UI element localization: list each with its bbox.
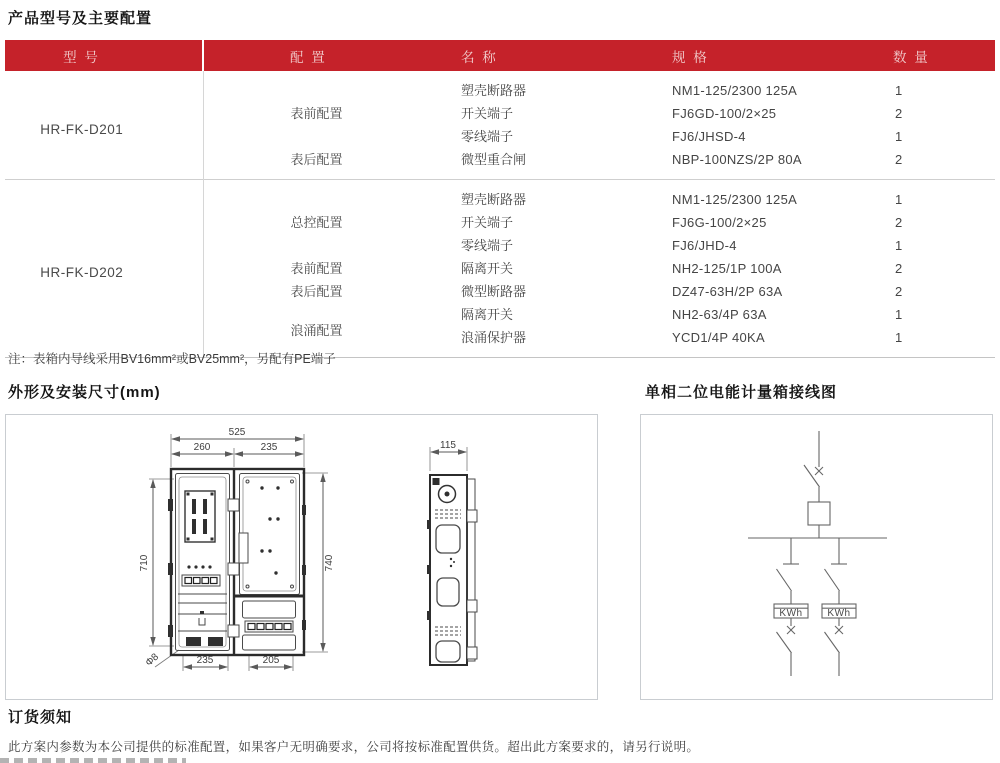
config-cell: 表后配置: [290, 284, 343, 299]
dim-width-right: 235: [260, 442, 278, 453]
config-cell: 浪涌配置: [290, 322, 343, 338]
side-view-drawing: [427, 440, 477, 665]
item-spec-cell: NBP-100NZS/2P 80A: [672, 152, 802, 167]
model-cell: HR-FK-D202: [5, 180, 203, 358]
model-cell: HR-FK-D201: [5, 71, 203, 180]
front-view-drawing: [139, 427, 335, 671]
wiring-section-title: 单相二位电能计量箱接线图: [645, 384, 838, 401]
config-cell: 表后配置: [290, 152, 343, 167]
config-cell: 总控配置: [203, 180, 455, 258]
item-name-cell: 零线端子: [461, 238, 514, 253]
item-spec-cell: YCD1/4P 40KA: [672, 330, 765, 345]
item-qty-cell: 2: [895, 106, 903, 121]
order-notes-text: 此方案内参数为本公司提供的标准配置，如果客户无明确要求，公司将按标准配置供货。超出此方案要求的，请另行说明。: [8, 740, 700, 754]
item-name-cell: 隔离开关: [461, 307, 514, 322]
item-spec-cell: NH2-125/1P 100A: [672, 261, 782, 276]
table-header-row: [5, 40, 995, 71]
dimension-drawing: [6, 415, 597, 697]
kwh-meter-label: KWh: [779, 608, 803, 619]
item-spec-cell: FJ6G-100/2×25: [672, 215, 767, 230]
item-name-cell: 微型断路器: [461, 284, 527, 299]
item-spec-cell: NM1-125/2300 125A: [672, 83, 798, 98]
item-name-cell: 隔离开关: [461, 261, 514, 276]
dim-hole: Φ8: [143, 651, 162, 669]
dim-width-left: 260: [193, 442, 211, 453]
item-qty-cell: 2: [895, 284, 903, 299]
item-name-cell: 开关端子: [461, 106, 514, 121]
item-spec-cell: NH2-63/4P 63A: [672, 307, 767, 322]
item-qty-cell: 2: [895, 215, 903, 230]
dim-height-left: 710: [139, 554, 150, 572]
item-qty-cell: 1: [895, 83, 903, 98]
dim-bottom-left: 235: [196, 655, 214, 666]
kwh-meter-label: KWh: [827, 608, 851, 619]
column-header-model: 型 号: [5, 40, 203, 71]
wiring-panel: [640, 414, 993, 700]
branch-right: [822, 538, 856, 676]
item-qty-cell: 1: [895, 129, 903, 144]
item-name-cell: 浪涌保护器: [461, 330, 527, 345]
item-qty-cell: 1: [895, 307, 903, 322]
item-name-cell: 塑壳断路器: [455, 180, 667, 212]
item-qty-cell: 1: [895, 238, 903, 253]
dimensions-panel: [5, 414, 598, 700]
clipped-text-row: [0, 758, 186, 763]
dim-bottom-right: 205: [262, 655, 280, 666]
column-header-qty: 数 量: [885, 40, 995, 71]
config-cell: 表前配置: [290, 106, 343, 121]
item-qty-cell: 1: [885, 180, 995, 212]
dim-width-total: 525: [228, 427, 246, 438]
item-name-cell: 零线端子: [461, 129, 514, 144]
column-header-spec: 规 格: [667, 40, 885, 71]
column-header-name: 名 称: [455, 40, 667, 71]
item-spec-cell: FJ6/JHD-4: [672, 238, 737, 253]
item-qty-cell: 2: [895, 261, 903, 276]
table-row: [5, 180, 995, 212]
branch-left: [774, 538, 808, 676]
incoming-breaker-symbol: [804, 431, 830, 538]
dim-depth: 115: [440, 440, 456, 451]
item-spec-cell: NM1-125/2300 125A: [667, 180, 885, 212]
column-header-config: 配 置: [203, 40, 455, 71]
item-spec-cell: FJ6/JHSD-4: [672, 129, 746, 144]
wiring-diagram: [641, 415, 990, 697]
table-note: 注：表箱内导线采用BV16mm²或BV25mm²，另配有PE端子: [8, 352, 336, 366]
config-cell: 表前配置: [290, 261, 343, 276]
dimensions-section-title: 外形及安装尺寸(mm): [8, 384, 161, 401]
item-name-cell: 开关端子: [461, 215, 514, 230]
item-name-cell: 塑壳断路器: [461, 83, 527, 98]
product-config-table: [5, 40, 995, 358]
item-spec-cell: DZ47-63H/2P 63A: [672, 284, 783, 299]
dim-height-right: 740: [324, 554, 335, 572]
order-notes-title: 订货须知: [8, 709, 73, 726]
item-spec-cell: FJ6GD-100/2×25: [672, 106, 777, 121]
table-row: [5, 71, 995, 102]
config-table-body: [5, 71, 995, 358]
item-qty-cell: 1: [895, 330, 903, 345]
item-qty-cell: 2: [895, 152, 903, 167]
page-title: 产品型号及主要配置: [8, 10, 153, 27]
item-name-cell: 微型重合闸: [461, 152, 527, 167]
